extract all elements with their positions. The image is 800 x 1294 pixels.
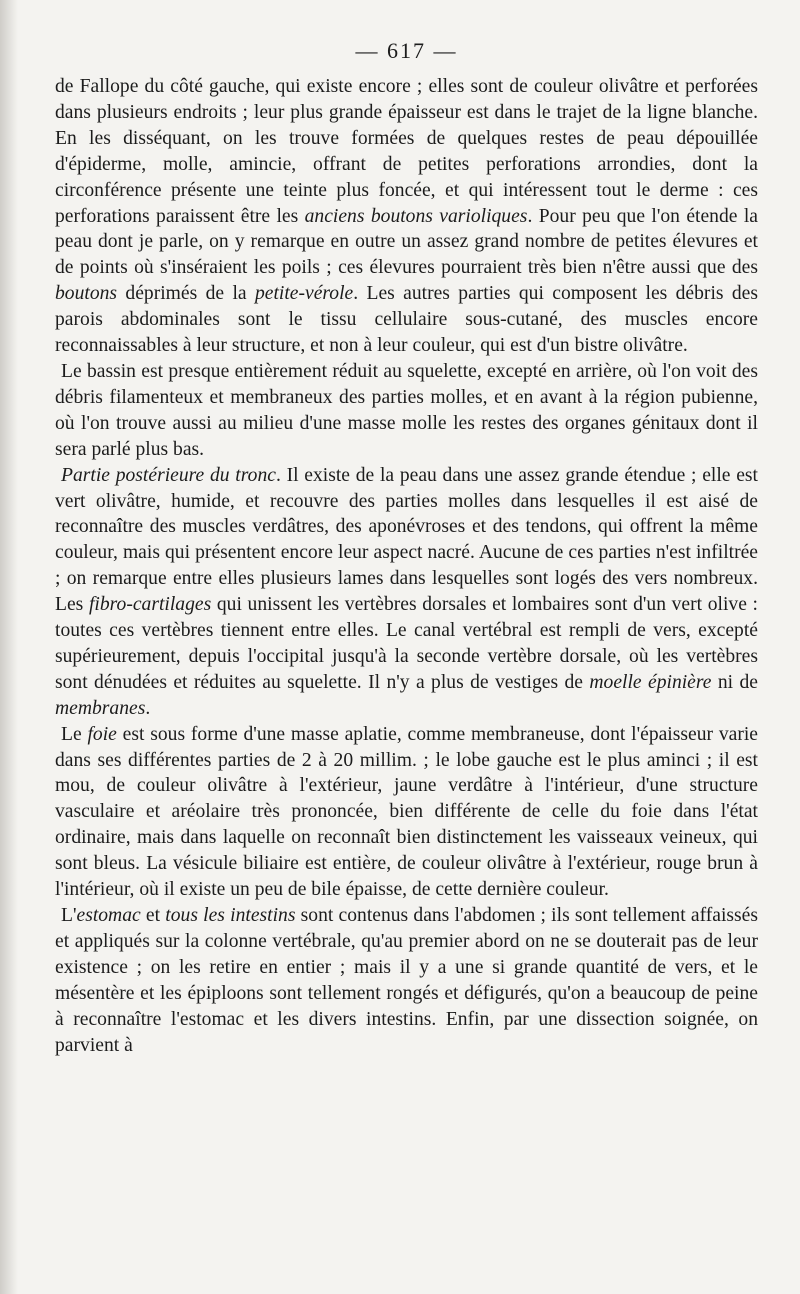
- text-run: de Fallope du côté gauche, qui existe encore ; elles sont de couleur olivâtre et perforées dans plusieurs endroits ; leur plus grande épaisseur est dans le trajet de la ligne blanche. En les disséquant, on les trouve formées de quelques restes de peau dépouillée d'épiderme, molle, amincie, offrant de petites perforations arrondies, dont la circonférence présente une teinte plus foncée, et qui intéressent tout le derme : ces perforations paraissent être les: [55, 76, 758, 227]
- text-run: Le bassin est presque entièrement réduit au squelette, excepté en arrière, où l'on voit des débris filamenteux et membraneux des parties molles, et en avant à la région pubienne, où l'on trouve aussi au milieu d'une masse molle les restes des organes génitaux dont il sera parlé plus bas.: [55, 360, 758, 460]
- italic-run: moelle épinière: [589, 671, 712, 693]
- text-run: sont contenus dans l'abdomen ; ils sont tellement affaissés et appliqués sur la colonne vertébrale, qu'au premier abord on ne se douterait pas de leur existence ; on les retire en entier ; mais il y a une si grande quantité de vers, et le mésentère et les épiploons sont tellement rongés et défigurés, qu'on a beaucoup de peine à reconnaître l'estomac et les divers intestins. Enfin, par une dissection soignée, on parvient à: [55, 905, 758, 1056]
- text-run: qui unissent les vertèbres dorsales et lombaires sont d'un vert olive : toutes ces vertèbres tiennent entre elles. Le canal vertébral est rempli de vers, excepté supérieurement, depuis l'occipital jusqu'à la seconde vertèbre dorsale, où les vertèbres sont dénudées et réduites au squelette. Il n'y a plus de vestiges de: [55, 594, 758, 693]
- italic-run: boutons: [55, 283, 118, 305]
- italic-run: foie: [87, 723, 117, 745]
- text-run: . Il existe de la peau dans une assez grande étendue ; elle est vert olivâtre, humide, et recouvre des parties molles dans lesquelles il est aisé de reconnaître des muscles verdâtres, des aponévroses et des tendons, qui offrent la même couleur, mais qui présentent encore leur aspect nacré. Aucune de ces parties n'est infiltrée ; on remarque entre elles plusieurs lames dans lesquelles sont logés des vers nombreux. Les: [55, 464, 758, 616]
- paragraph: [55, 722, 758, 903]
- italic-run: fibro-cartilages: [88, 594, 212, 616]
- paragraph: [55, 74, 758, 359]
- paragraph: [55, 463, 758, 722]
- text-run: déprimés de la: [117, 283, 255, 305]
- text-run: et: [140, 905, 166, 926]
- text-run: est sous forme d'une masse aplatie, comme membraneuse, dont l'épaisseur varie dans ses différentes parties de 2 à 20 millim. ; le lobe gauche est le plus aminci ; il est mou, de couleur olivâtre à l'extérieur, jaune verdâtre à l'intérieur, d'une structure vasculaire et aréolaire très prononcée, bien différente de celle du foie dans l'état ordinaire, mais dans laquelle on reconnaît bien distinctement les vaisseaux veineux, qui sont bleus. La vésicule biliaire est entière, de couleur olivâtre à l'extérieur, rouge brun à l'intérieur, où il existe un peu de bile épaisse, de cette dernière couleur.: [55, 723, 758, 901]
- italic-run: estomac: [76, 905, 141, 926]
- italic-run: anciens boutons varioliques: [304, 205, 528, 227]
- italic-run: tous les intestins: [165, 905, 296, 926]
- italic-run: Partie postérieure du tronc: [61, 464, 276, 486]
- text-run: L': [61, 905, 77, 926]
- text-run: ni de: [711, 671, 758, 693]
- italic-run: petite-vérole: [254, 283, 354, 305]
- italic-run: membranes: [55, 697, 146, 719]
- text-run: .: [145, 697, 151, 719]
- text-run: . Les autres parties qui composent les débris des parois abdominales sont le tissu cellulaire sous-cutané, des muscles encore reconnaissables à leur structure, et non à leur couleur, qui est d'un bistre olivâtre.: [55, 283, 758, 357]
- text-run: . Pour peu que l'on étende la peau dont je parle, on y remarque en outre un assez grand nombre de petites élevures et de points où s'inséraient les poils ; ces élevures pourraient très bien n'être aussi que des: [55, 205, 758, 279]
- paragraph: [55, 903, 758, 1058]
- paragraph: [55, 359, 758, 463]
- page-number: — 617 —: [355, 38, 458, 63]
- body-text: [55, 74, 758, 1058]
- text-run: Le: [61, 723, 88, 745]
